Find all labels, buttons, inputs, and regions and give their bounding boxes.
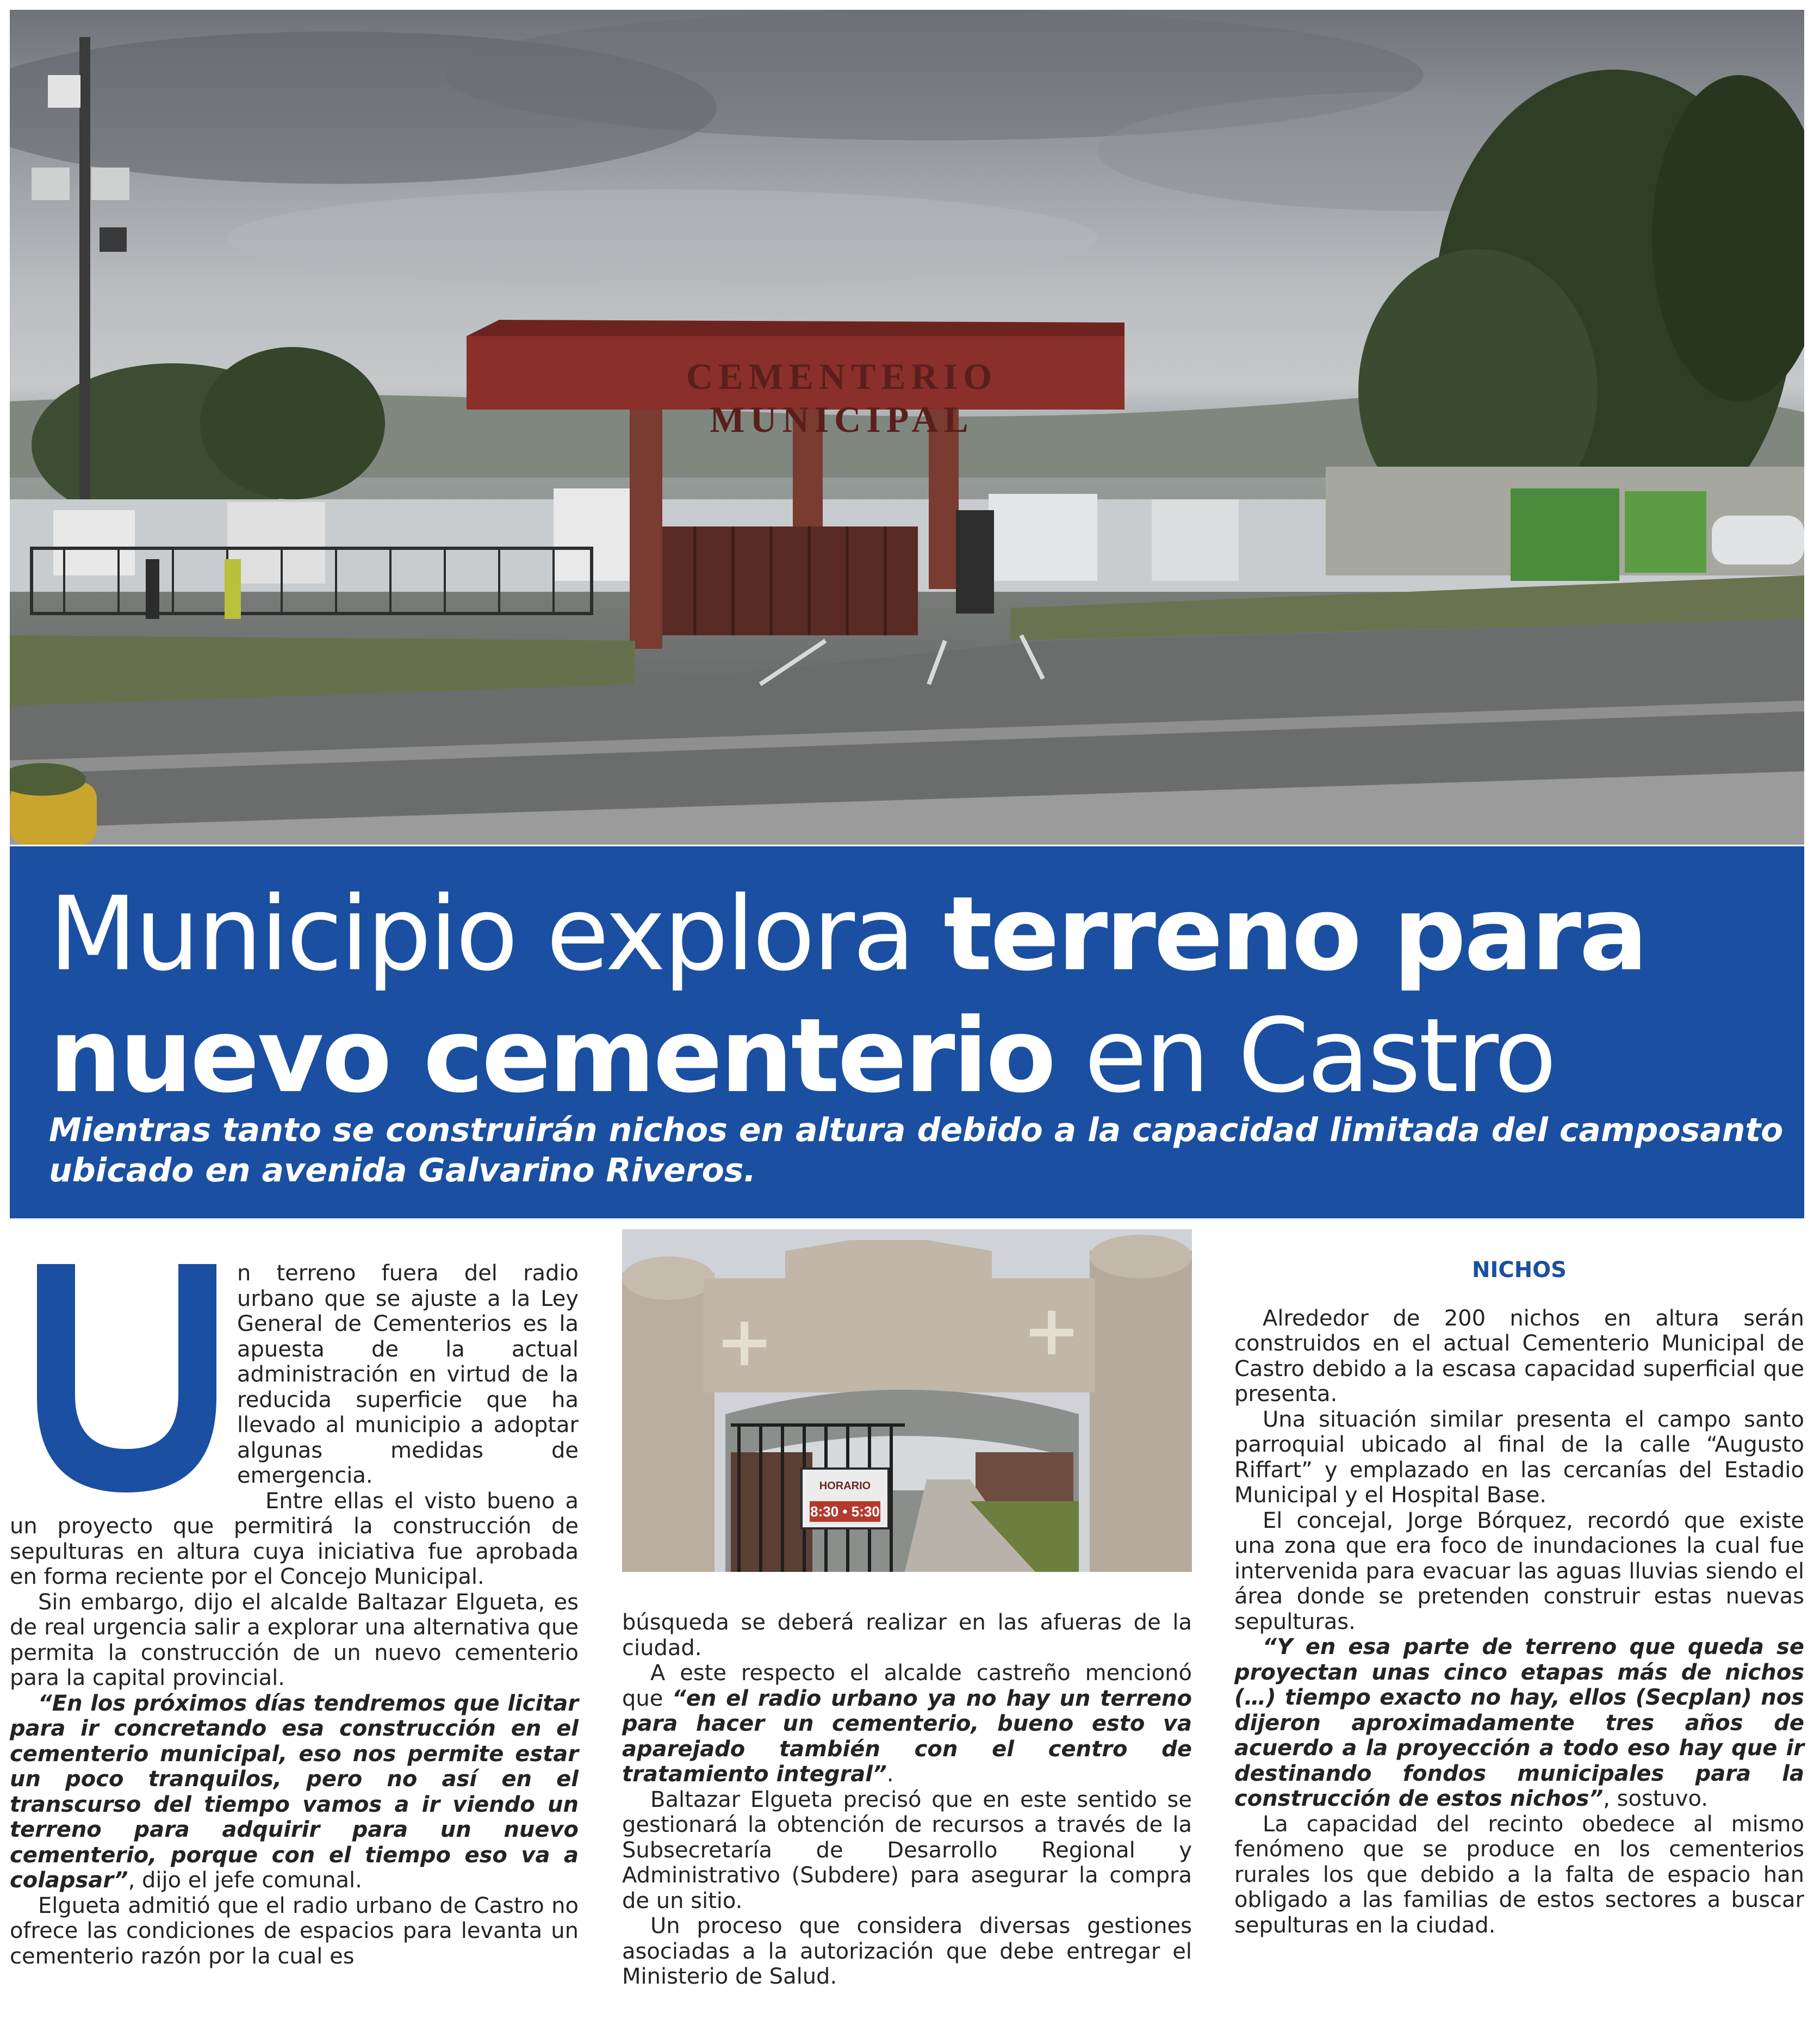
col3-paragraph-2: Una situación similar presenta el campo santo parroquial ubicado al final de la calle “Augusto Riffart” y emplazado en las cercanías del Estadio Municipal y el Hospital Base. — [1234, 1407, 1804, 1508]
article-column-3 — [1234, 1258, 1804, 1938]
col1-paragraph-3: Sin embargo, dijo el alcalde Baltazar Elgueta, es de real urgencia salir a explorar una alternativa que permita la construcción de un nuevo cementerio para la capital provincial. — [10, 1589, 579, 1690]
col3-quote: “Y en esa parte de terreno que queda se proyectan unas cinco etapas más de nichos (…) tiempo exacto no hay, ellos (Secplan) nos dijeron aproximadamente tres años de acuerdo a la proyección a todo eso hay que ir destinando fondos municipales para la construcción de estos nichos” — [1234, 1634, 1804, 1811]
col2-paragraph-4: Un proceso que considera diversas gestiones asociadas a la autorización que debe entregar el Ministerio de Salud. — [622, 1913, 1192, 1989]
gate-sign-text: CEMENTERIO MUNICIPAL — [686, 356, 998, 440]
col2-lead: A este respecto el alcalde castreño mencionó que — [622, 1661, 1192, 1711]
col1-quote: “En los próximos días tendremos que licitar para ir concretando esa construcción en el cementerio municipal, eso nos permite estar un poco tranquilos, pero no así en el transcurso del tiempo vamos a ir viendo un terreno para adquirir para un nuevo cementerio, porque con el tiempo eso va a colapsar” — [10, 1690, 579, 1893]
headline — [49, 874, 1789, 1117]
cemetery-arch-photo — [622, 1229, 1192, 1572]
headline-band — [10, 846, 1804, 1218]
schedule-sign-hours: 8:30 • 5:30 — [810, 1503, 880, 1520]
hero-photo — [10, 10, 1804, 845]
stone-arch-illustration — [622, 1229, 1192, 1572]
col1-paragraph-4 — [10, 1691, 579, 1893]
schedule-sign-title: HORARIO — [819, 1480, 871, 1492]
subhead: Mientras tanto se construirán nichos en altura debido a la capacidad limitada del camposanto ubicado en avenida Galvarino Riveros. — [49, 1111, 1784, 1190]
headline-part-1: Municipio explora — [49, 875, 944, 994]
col1-paragraph-5: Elgueta admitió que el radio urbano de Castro no ofrece las condiciones de espacios para levanta un cementerio razón por la cual es — [10, 1893, 579, 1969]
col3-paragraph-4 — [1234, 1634, 1804, 1812]
headline-part-2: terreno para nuevo cementerio — [49, 875, 1646, 1116]
col1-paragraph-2: Entre ellas el visto bueno a un proyecto que permitirá la construcción de sepulturas en altura cuya iniciativa fue aprobada en forma reciente por el Concejo Municipal. — [10, 1488, 579, 1589]
article-column-1 — [10, 1261, 579, 1969]
col3-quote-tail: , sostuvo. — [1603, 1786, 1708, 1811]
col1-paragraph-1: n terreno fuera del radio urbano que se ajuste a la Ley General de Cementerios es la apuesta de la actual administración en virtud de la reducida superficie que ha llevado al municipio a adoptar algunas medidas de emergencia. — [237, 1261, 579, 1488]
col3-paragraph-5: La capacidad del recinto obedece al mismo fenómeno que se produce en los cementerios rurales los que debido a la falta de espacio han obligado a las familias de estos sectores a buscar sepulturas en la ciudad. — [1234, 1811, 1804, 1938]
col2-quote: “en el radio urbano ya no hay un terreno para hacer un cementerio, bueno esto va aparejado también con el centro de tratamiento integral” — [622, 1686, 1192, 1787]
headline-part-3: en Castro — [1054, 996, 1555, 1116]
col2-paragraph-2 — [622, 1661, 1192, 1787]
article-column-2 — [622, 1610, 1192, 1990]
col1-quote-tail: , dijo el jefe comunal. — [128, 1868, 362, 1893]
section-label-nichos: NICHOS — [1471, 1258, 1567, 1283]
col2-quote-tail: . — [886, 1762, 894, 1787]
drop-cap — [10, 1264, 227, 1492]
col3-paragraph-3: El concejal, Jorge Bórquez, recordó que existe una zona que era foco de inundaciones la cual fue intervenida para evacuar las aguas lluvias siendo el área donde se pretenden construir estas nuevas sepulturas. — [1234, 1508, 1804, 1634]
drop-cap-letter — [37, 1264, 216, 1492]
col3-paragraph-1: Alrededor de 200 nichos en altura serán construidos en el actual Cementerio Municipal de Castro debido a la escasa capacidad superficial que presenta. — [1234, 1305, 1804, 1407]
col2-paragraph-1: búsqueda se deberá realizar en las afueras de la ciudad. — [622, 1610, 1192, 1661]
col2-paragraph-3: Baltazar Elgueta precisó que en este sentido se gestionará la obtención de recursos a través de la Subsecretaría de Desarrollo Regional y Administrativo (Subdere) para asegurar la compra de un sitio. — [622, 1787, 1192, 1913]
